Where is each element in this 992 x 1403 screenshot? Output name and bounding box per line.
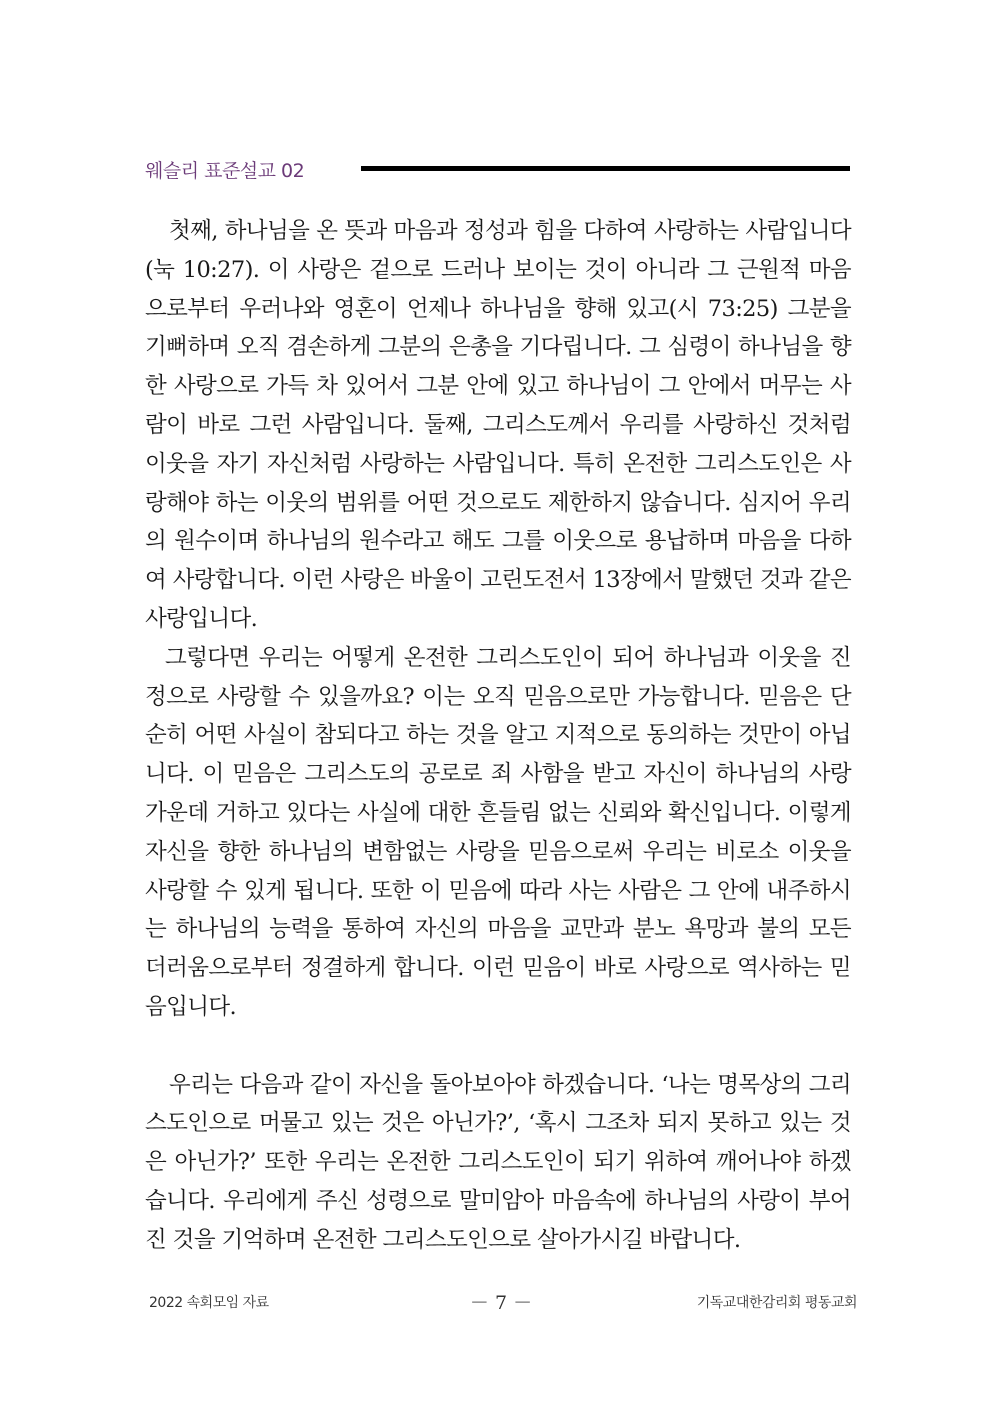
footer-church-name: 기독교대한감리회 평동교회 bbox=[696, 1295, 857, 1311]
paragraph-reflection: 우리는 다음과 같이 자신을 돌아보아야 하겠습니다. ‘나는 명목상의 그리스도인으로 머물고 있는 것은 아닌가?’, ‘혹시 그조차 되지 못하고 있는 것은 아닌가?’ 또한 우리는 온전한 그리스도인이 되기 위하여 깨어나야 하겠습니다. 우리에게 주신 성령으로 말미암아 마음속에 하나님의 사랑이 부어진 것을 기억하며 온전한 그리스도인으로 살아가시길 바랍니다. bbox=[145, 1071, 851, 1253]
footer-publication: 2022 속회모임 자료 bbox=[149, 1295, 269, 1311]
page-footer bbox=[145, 1290, 857, 1314]
paragraph-spacer bbox=[145, 1027, 851, 1066]
paragraph-faith: 그렇다면 우리는 어떻게 온전한 그리스도인이 되어 하나님과 이웃을 진정으로 사랑할 수 있을까요? 이는 오직 믿음으로만 가능합니다. 믿음은 단순히 어떤 사실이 참되다고 하는 것을 알고 지적으로 동의하는 것만이 아닙니다. 이 믿음은 그리스도의 공로로 죄 사함을 받고 자신이 하나님의 사랑 가운데 거하고 있다는 사실에 대한 흔들림 없는 신뢰와 확신입니다. 이렇게 자신을 향한 하나님의 변함없는 사랑을 믿음으로써 우리는 비로소 이웃을 사랑할 수 있게 됩니다. 또한 이 믿음에 따라 사는 사람은 그 안에 내주하시는 하나님의 능력을 통하여 자신의 마음을 교만과 분노 욕망과 불의 모든 더러움으로부터 정결하게 합니다. 이런 믿음이 바로 사랑으로 역사하는 믿음입니다. bbox=[145, 644, 851, 1020]
page-number: － 7 － bbox=[469, 1292, 533, 1314]
series-title: 웨슬리 표준설교 02 bbox=[145, 160, 305, 182]
page-header bbox=[145, 152, 850, 188]
paragraph-love: 첫째, 하나님을 온 뜻과 마음과 정성과 힘을 다하여 사랑하는 사람입니다(눅 10:27). 이 사랑은 겉으로 드러나 보이는 것이 아니라 그 근원적 마음으로부터 우러나와 영혼이 언제나 하나님을 향해 있고(시 73:25) 그분을 기뻐하며 오직 겸손하게 그분의 은총을 기다립니다. 그 심령이 하나님을 향한 사랑으로 가득 차 있어서 그분 안에 있고 하나님이 그 안에서 머무는 사람이 바로 그런 사람입니다. 둘째, 그리스도께서 우리를 사랑하신 것처럼 이웃을 자기 자신처럼 사랑하는 사람입니다. 특히 온전한 그리스도인은 사랑해야 하는 이웃의 범위를 어떤 것으로도 제한하지 않습니다. 심지어 우리의 원수이며 하나님의 원수라고 해도 그를 이웃으로 용납하며 마음을 다하여 사랑합니다. 이런 사랑은 바울이 고린도전서 13장에서 말했던 것과 같은 사랑입니다. bbox=[145, 218, 851, 632]
sermon-body bbox=[145, 212, 851, 1260]
header-divider bbox=[361, 166, 850, 171]
